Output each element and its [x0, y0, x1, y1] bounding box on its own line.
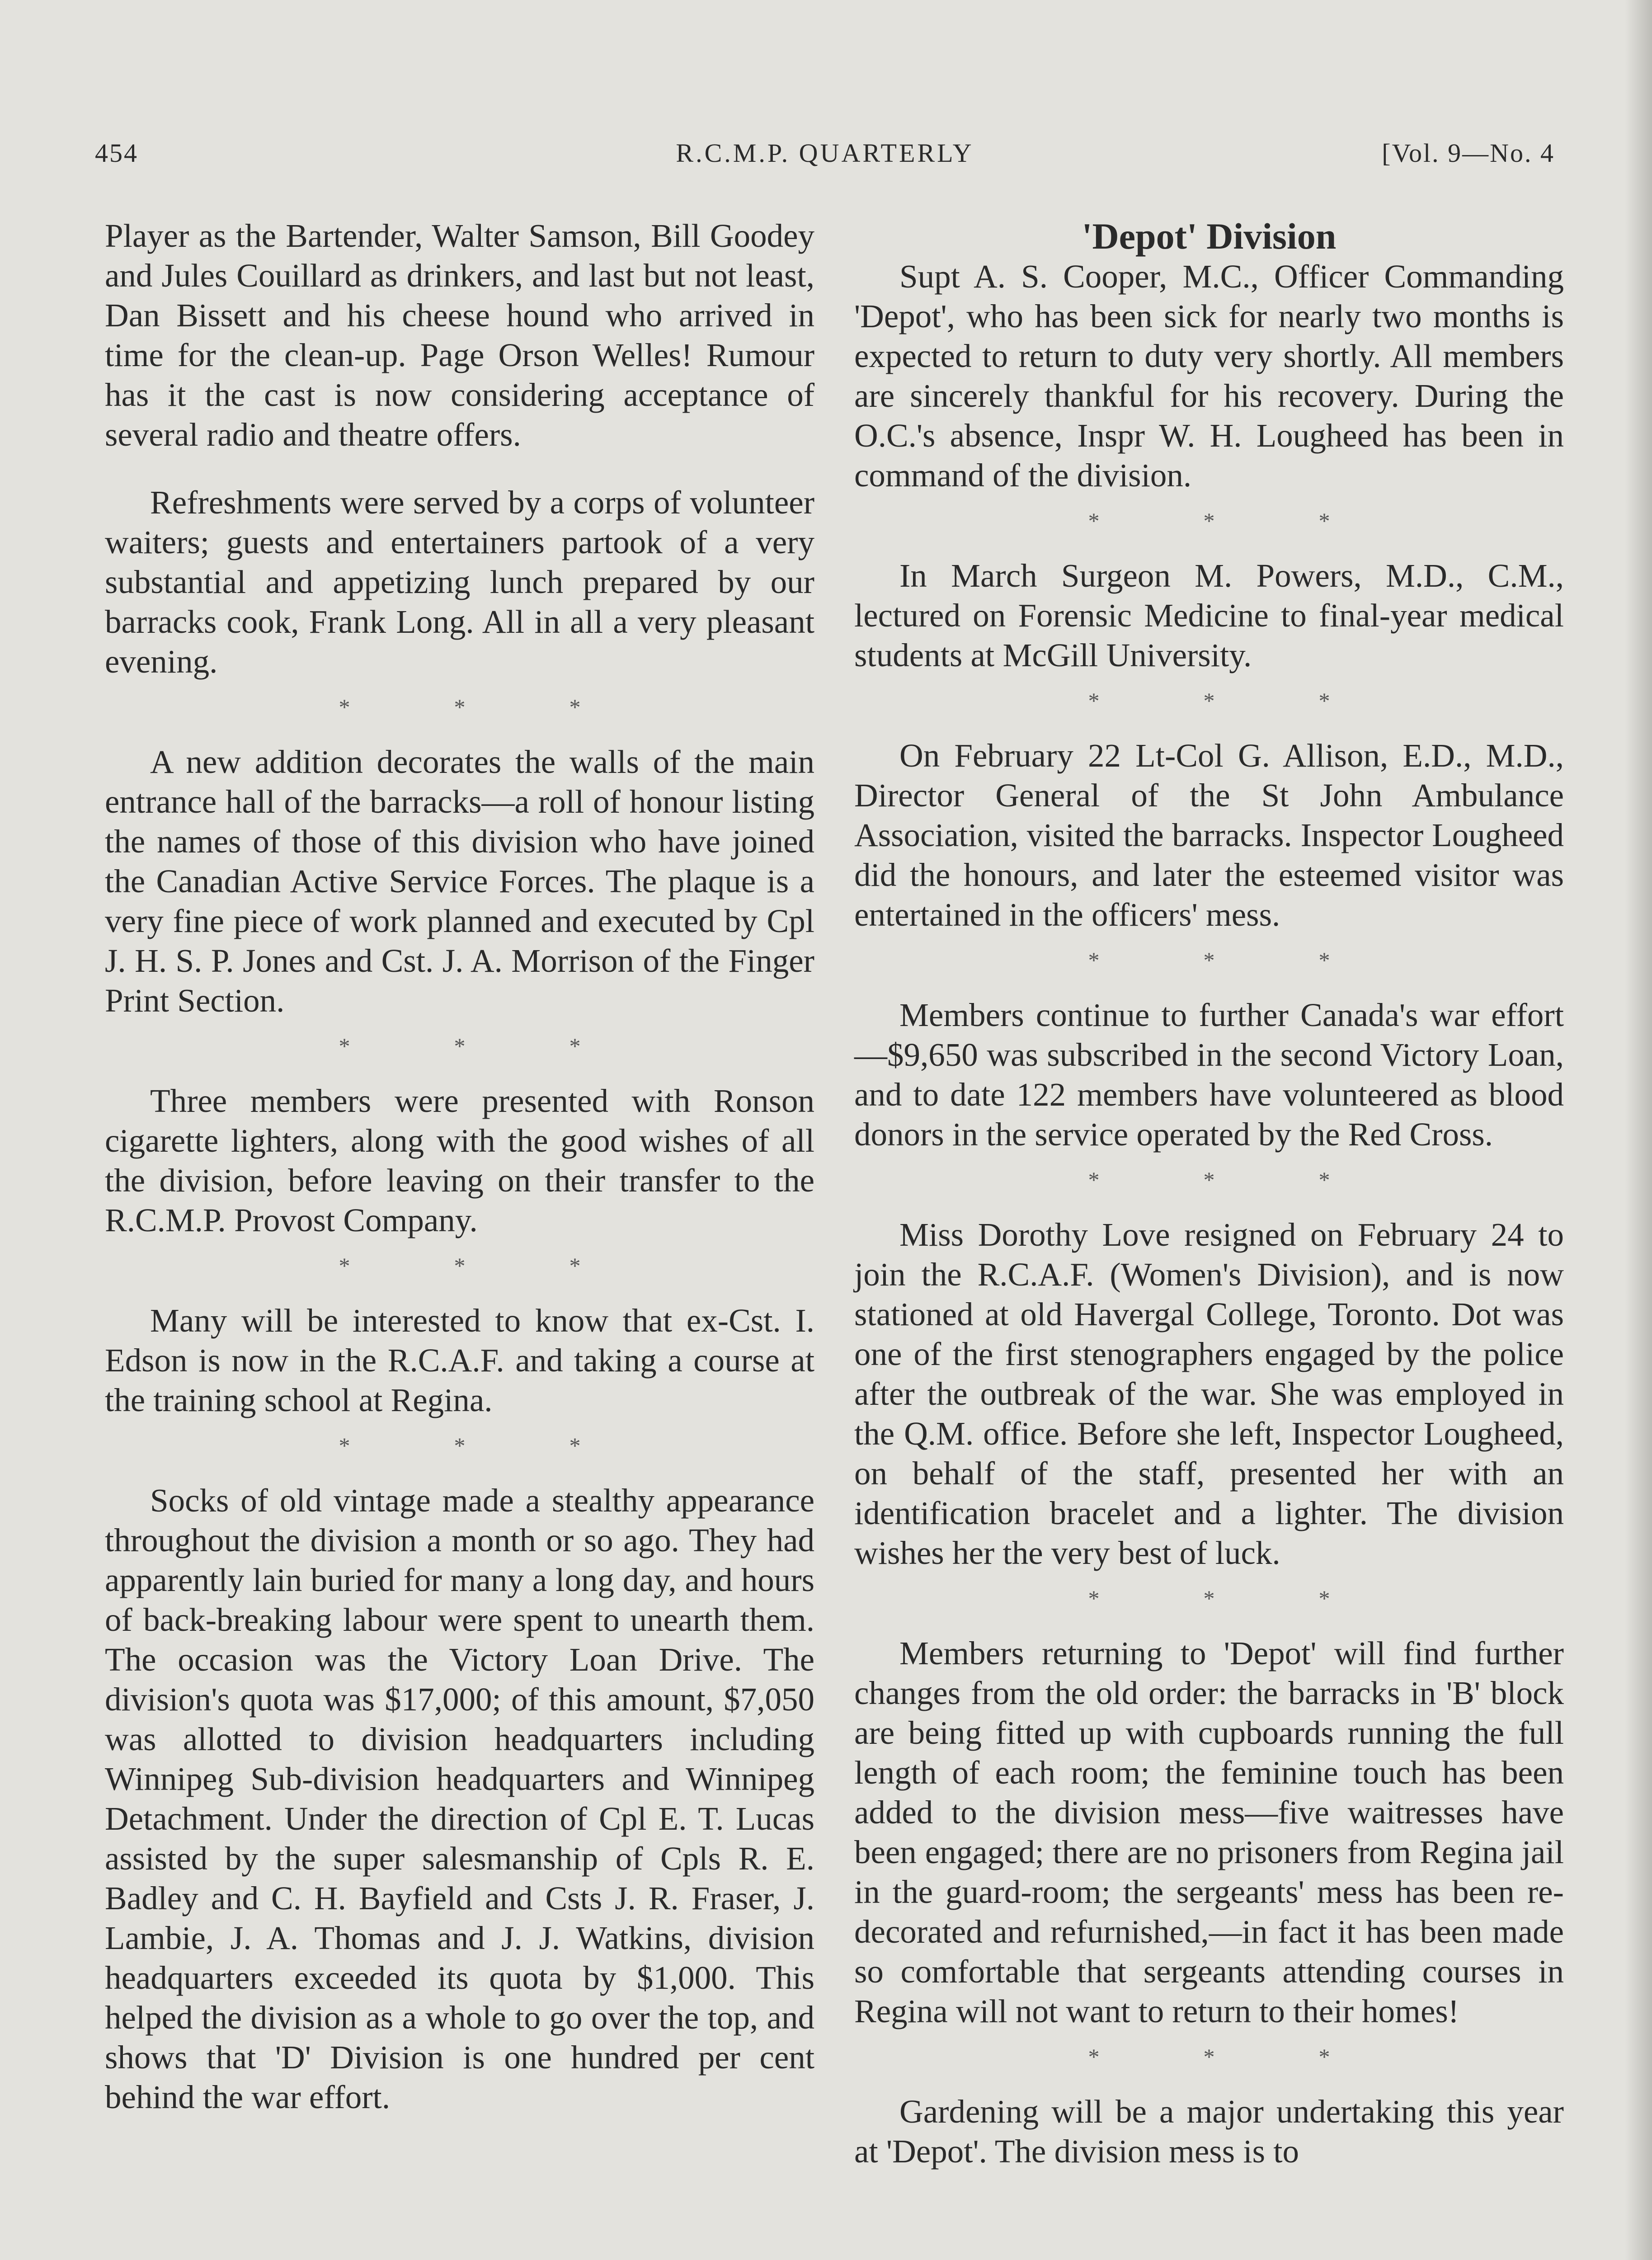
paragraph: Refreshments were served by a corps of volunteer waiters; guests and entertainers partook of a very substantial and appetizing lunch prepared by our barracks cook, Frank Long. All in all a very pleasant evening.: [105, 484, 814, 680]
left-column: [105, 216, 814, 2117]
paragraph: Three members were presented with Ronson cigarette lighters, along with the good wishes of all the division, before leaving on their transfer to the R.C.M.P. Provost Company.: [105, 1083, 814, 1238]
paragraph: On February 22 Lt-Col G. Allison, E.D., M.D., Director General of the St John Ambulance Association, visited the barracks. Inspector Lougheed did the honours, and later the esteemed visitor was entertained in the officers' mess.: [854, 737, 1564, 933]
section-separator: * * *: [1088, 1586, 1330, 1611]
paragraph: Supt A. S. Cooper, M.C., Officer Commanding 'Depot', who has been sick for nearly two months is expected to return to duty very shortly. All members are sincerely thankful for his recovery. During the O.C.'s absence, Inspr W. H. Lougheed has been in command of the division.: [854, 258, 1564, 494]
section-separator: * * *: [339, 694, 581, 720]
running-header: [95, 138, 1555, 183]
section-separator: * * *: [1088, 508, 1330, 533]
paragraph: Members returning to 'Depot' will find further changes from the old order: the barracks in 'B' block are being fitted up with cupboards running the full length of each room; the feminine touch has been added to the division mess—five waitresses have been engaged; there are no prisoners from Regina jail in the guard-room; the sergeants' mess has been re-decorated and refurnished,—in fact it has been made so comfortable that sergeants attending courses in Regina will not want to return to their homes!: [854, 1635, 1564, 2029]
section-separator: * * *: [1088, 2044, 1330, 2069]
paragraph: In March Surgeon M. Powers, M.D., C.M., lectured on Forensic Medicine to final-year medical students at McGill University.: [854, 557, 1564, 673]
paragraph: A new addition decorates the walls of the main entrance hall of the barracks—a roll of honour listing the names of those of this division who have joined the Canadian Active Service Forces. The plaque is a very fine piece of work planned and executed by Cpl J. H. S. P. Jones and Cst. J. A. Morrison of the Finger Print Section.: [105, 744, 814, 1019]
paragraph: Miss Dorothy Love resigned on February 24 to join the R.C.A.F. (Women's Division), and is now stationed at old Havergal College, Toronto. Dot was one of the first stenographers engaged by the police after the outbreak of the war. She was employed in the Q.M. office. Before she left, Inspector Lougheed, on behalf of the staff, presented her with an identification bracelet and a lighter. The division wishes her the very best of luck.: [854, 1216, 1564, 1571]
paragraph: Gardening will be a major undertaking this year at 'Depot'. The division mess is to: [854, 2093, 1564, 2170]
section-separator: * * *: [1088, 1167, 1330, 1192]
page-spine-shadow: [1625, 0, 1652, 2260]
section-separator: * * *: [1088, 688, 1330, 713]
section-title: 'Depot' Division: [1082, 216, 1337, 257]
page-number: 454: [95, 138, 138, 168]
section-separator: * * *: [339, 1433, 581, 1458]
right-column: [854, 216, 1564, 2171]
paragraph: Player as the Bartender, Walter Samson, Bill Goodey and Jules Couillard as drinkers, and last but not least, Dan Bissett and his cheese hound who arrived in time for the clean-up. Page Orson Welles! Rumour has it the cast is now considering acceptance of several radio and theatre offers.: [105, 217, 814, 453]
paragraph: Members continue to further Canada's war effort—$9,650 was subscribed in the second Victory Loan, and to date 122 members have volunteered as blood donors in the service operated by the Red Cross.: [854, 997, 1564, 1153]
section-separator: * * *: [1088, 947, 1330, 973]
section-separator: * * *: [339, 1253, 581, 1278]
magazine-title: R.C.M.P. QUARTERLY: [676, 138, 974, 168]
paragraph: Many will be interested to know that ex-Cst. I. Edson is now in the R.C.A.F. and taking a course at the training school at Regina.: [105, 1302, 814, 1418]
paragraph: Socks of old vintage made a stealthy appearance throughout the division a month or so ago. They had apparently lain buried for many a long day, and hours of back-breaking labour were spent to unearth them. The occasion was the Victory Loan Drive. The division's quota was $17,000; of this amount, $7,050 was allotted to division headquarters including Winnipeg Sub-division headquarters and Winnipeg Detachment. Under the direction of Cpl E. T. Lucas assisted by the super salesmanship of Cpls R. E. Badley and C. H. Bayfield and Csts J. R. Fraser, J. Lambie, J. A. Thomas and J. J. Watkins, division headquarters exceeded its quota by $1,000. This helped the division as a whole to go over the top, and shows that 'D' Division is one hundred per cent behind the war effort.: [105, 1482, 814, 2115]
section-separator: * * *: [339, 1033, 581, 1059]
volume-issue: [Vol. 9—No. 4: [1382, 138, 1555, 168]
